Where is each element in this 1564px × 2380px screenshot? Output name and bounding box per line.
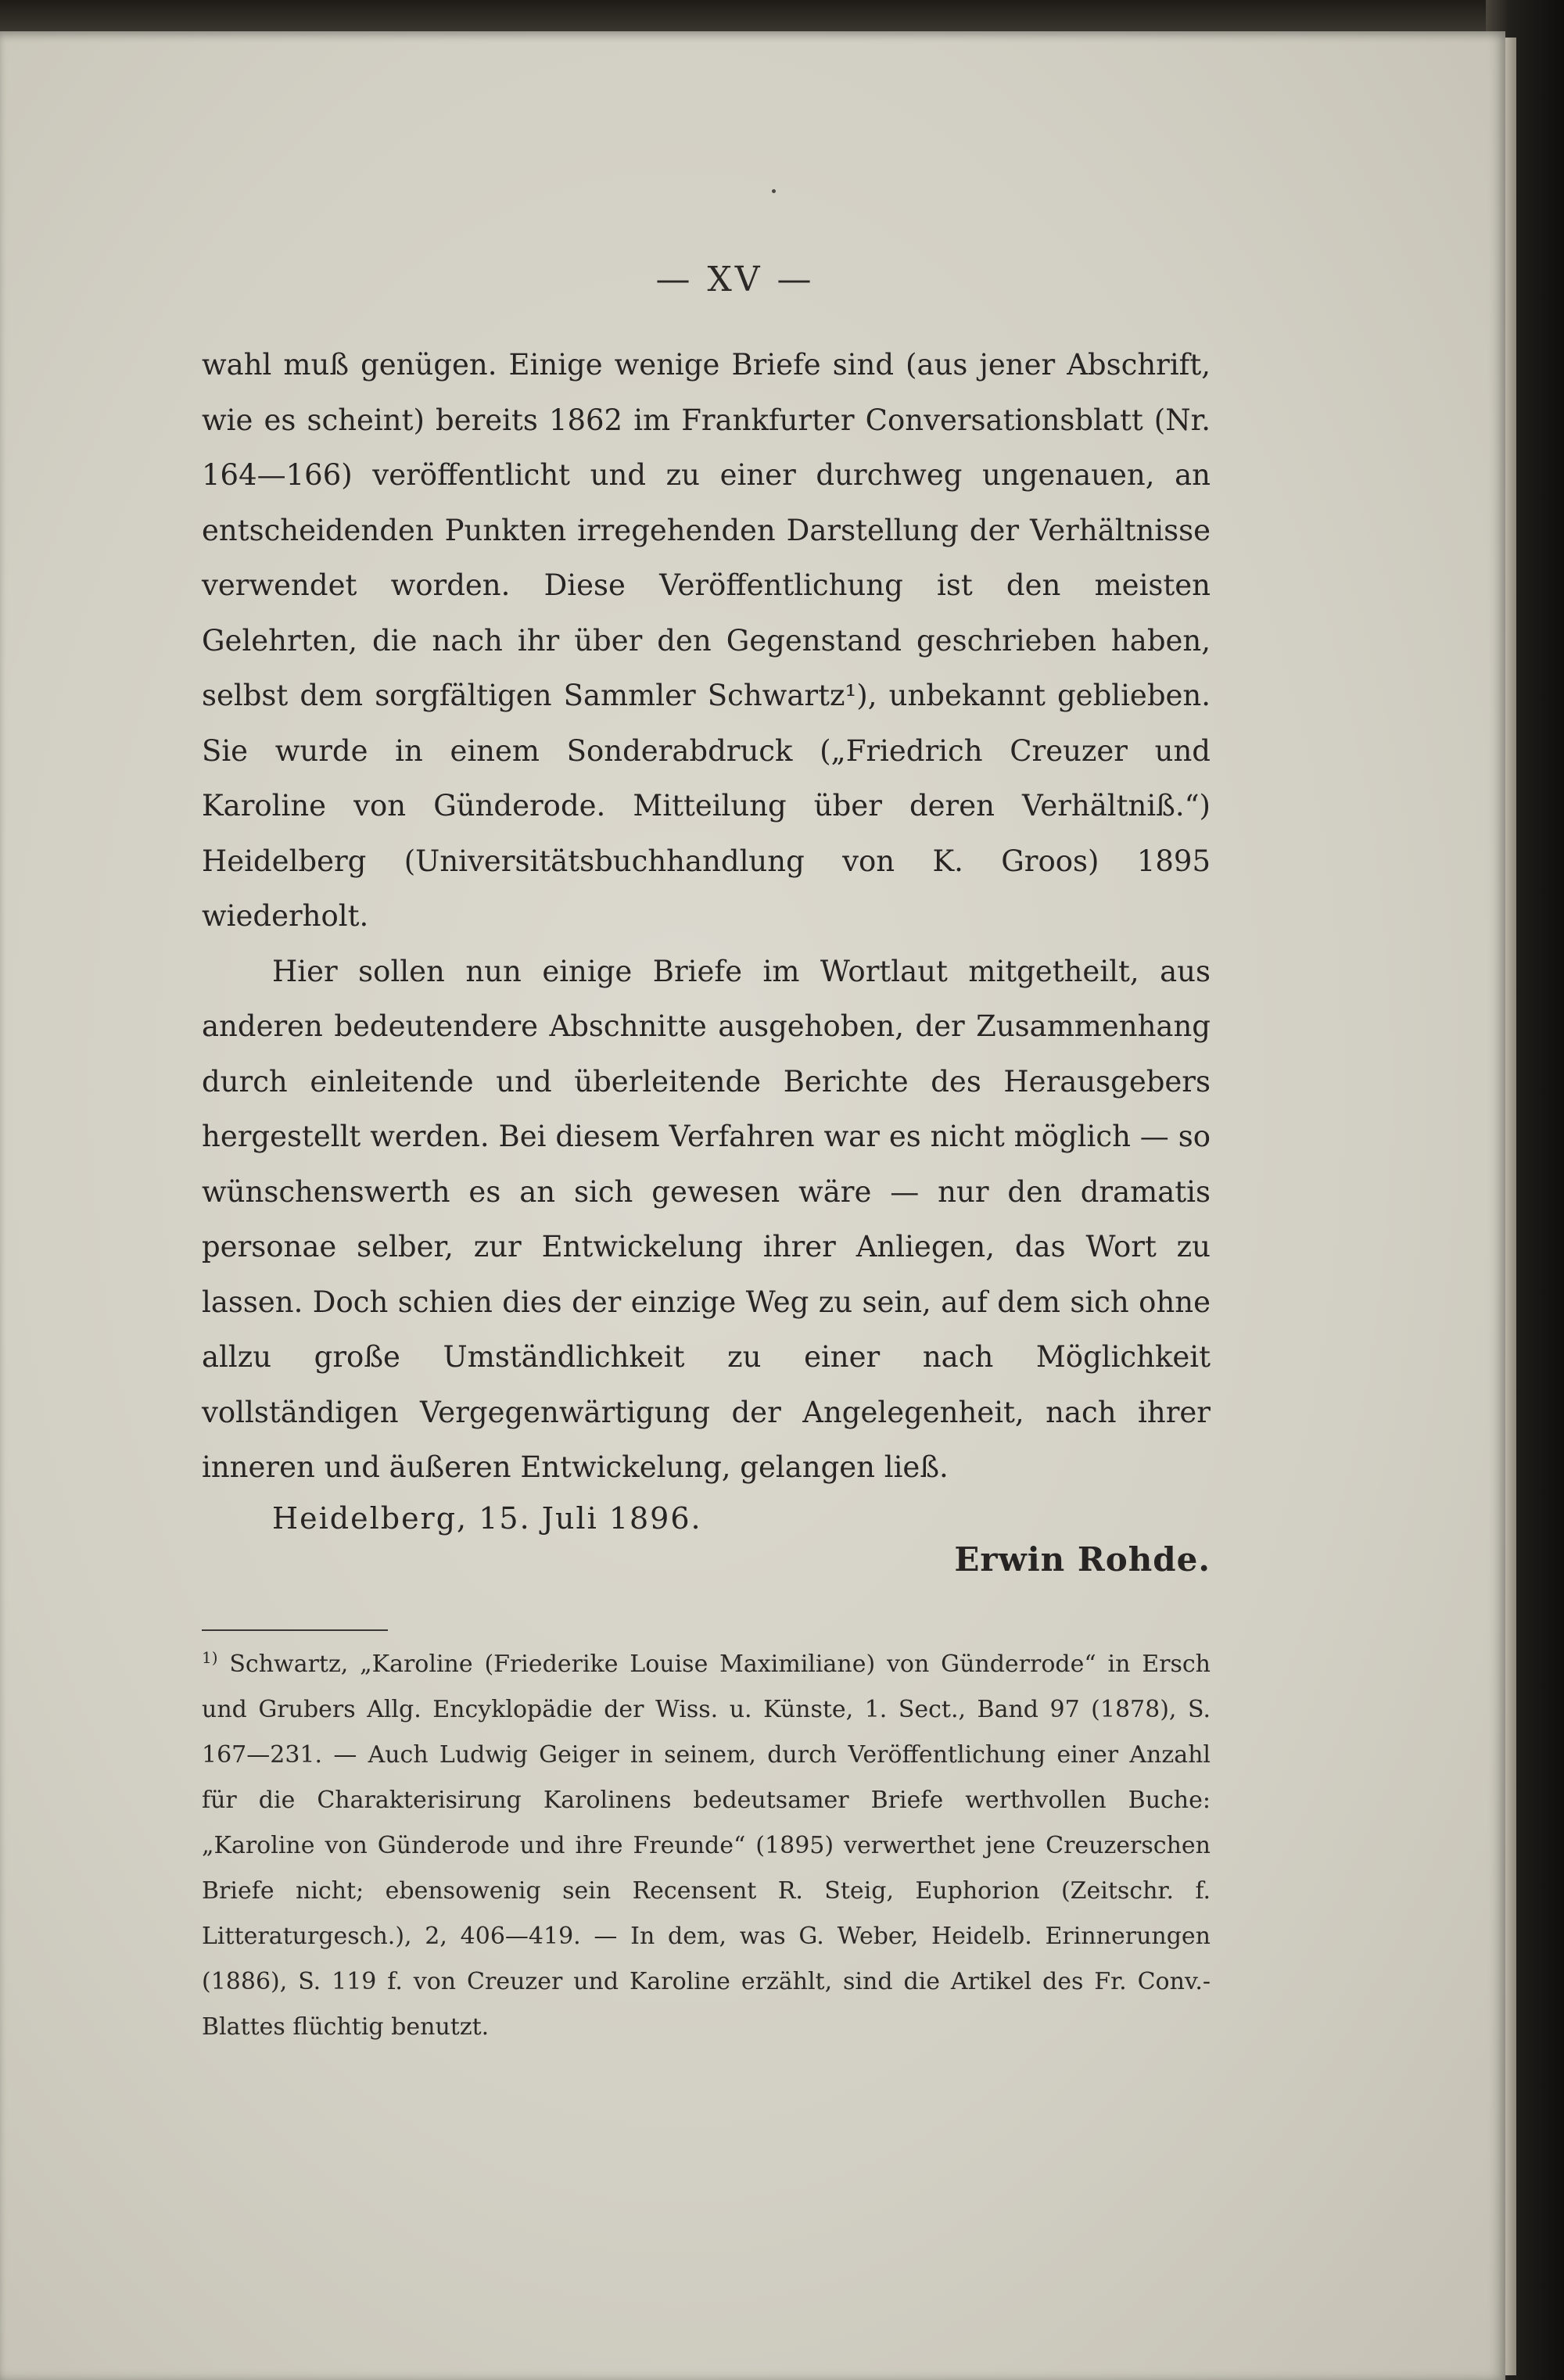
footnote (202, 1642, 1211, 2050)
closing (202, 1501, 1211, 1587)
author-signature: Erwin Rohde. (954, 1540, 1211, 1579)
place-date: Heidelberg, 15. Juli 1896. (272, 1501, 702, 1536)
footnote-marker: 1) (202, 1648, 218, 1667)
page-edge (1505, 38, 1516, 2375)
paragraph-2: Hier sollen nun einige Briefe im Wortlaut mitgetheilt, aus anderen bedeutendere Abschnitte ausgehoben, der Zusammenhang durch einleitende und überleitende Berichte des Herausgebers hergestellt werden. Bei diesem Verfahren war es nicht möglich — so wünschenswerth es an sich gewesen wäre — nur den dramatis personae selber, zur Entwickelung ihrer Anliegen, das Wort zu lassen. Doch schien dies der einzige Weg zu sein, auf dem sich ohne allzu große Umständlichkeit zu einer nach Möglichkeit vollständigen Vergegenwärtigung der Angelegenheit, nach ihrer inneren und äußeren Entwickelung, gelangen ließ. (202, 954, 1211, 1484)
paragraph-1: wahl muß genügen. Einige wenige Briefe sind (aus jener Abschrift, wie es scheint) bereits 1862 im Frankfurter Conversationsblatt (Nr. 164—166) veröffentlicht und zu einer durchweg ungenauen, an entscheidenden Punkten irregehenden Darstellung der Verhältnisse verwendet worden. Diese Veröffentlichung ist den meisten Gelehrten, die nach ihr über den Gegenstand geschrieben haben, selbst dem sorgfältigen Sammler Schwartz¹), unbekannt geblieben. Sie wurde in einem Sonderabdruck („Friedrich Creuzer und Karoline von Günderode. Mitteilung über deren Verhältniß.“) Heidelberg (Universitätsbuchhandlung von K. Groos) 1895 wiederholt. (202, 348, 1211, 933)
page-number: — XV — (655, 260, 815, 299)
footnote-rule (202, 1629, 388, 1631)
footnote-text: Schwartz, „Karoline (Friederike Louise Maximiliane) von Günderrode“ in Ersch und Grubers Allg. Encyklopädie der Wiss. u. Künste, 1. Sect., Band 97 (1878), S. 167—231. — Auch Ludwig Geiger in seinem, durch Veröffentlichung einer Anzahl für die Charakterisirung Karolinens bedeutsamer Briefe werthvollen Buche: „Karoline von Günderode und ihre Freunde“ (1895) verwerthet jene Creuzerschen Briefe nicht; ebensowenig sein Recensent R. Steig, Euphorion (Zeitschr. f. Litteraturgesch.), 2, 406—419. — In dem, was G. Weber, Heidelb. Erinnerungen (1886), S. 119 f. von Creuzer und Karoline erzählt, sind die Artikel des Fr. Conv.-Blattes flüchtig benutzt. (202, 1651, 1211, 2041)
book-page (0, 31, 1505, 2380)
main-text (202, 338, 1211, 1496)
paper-speck (772, 189, 776, 193)
